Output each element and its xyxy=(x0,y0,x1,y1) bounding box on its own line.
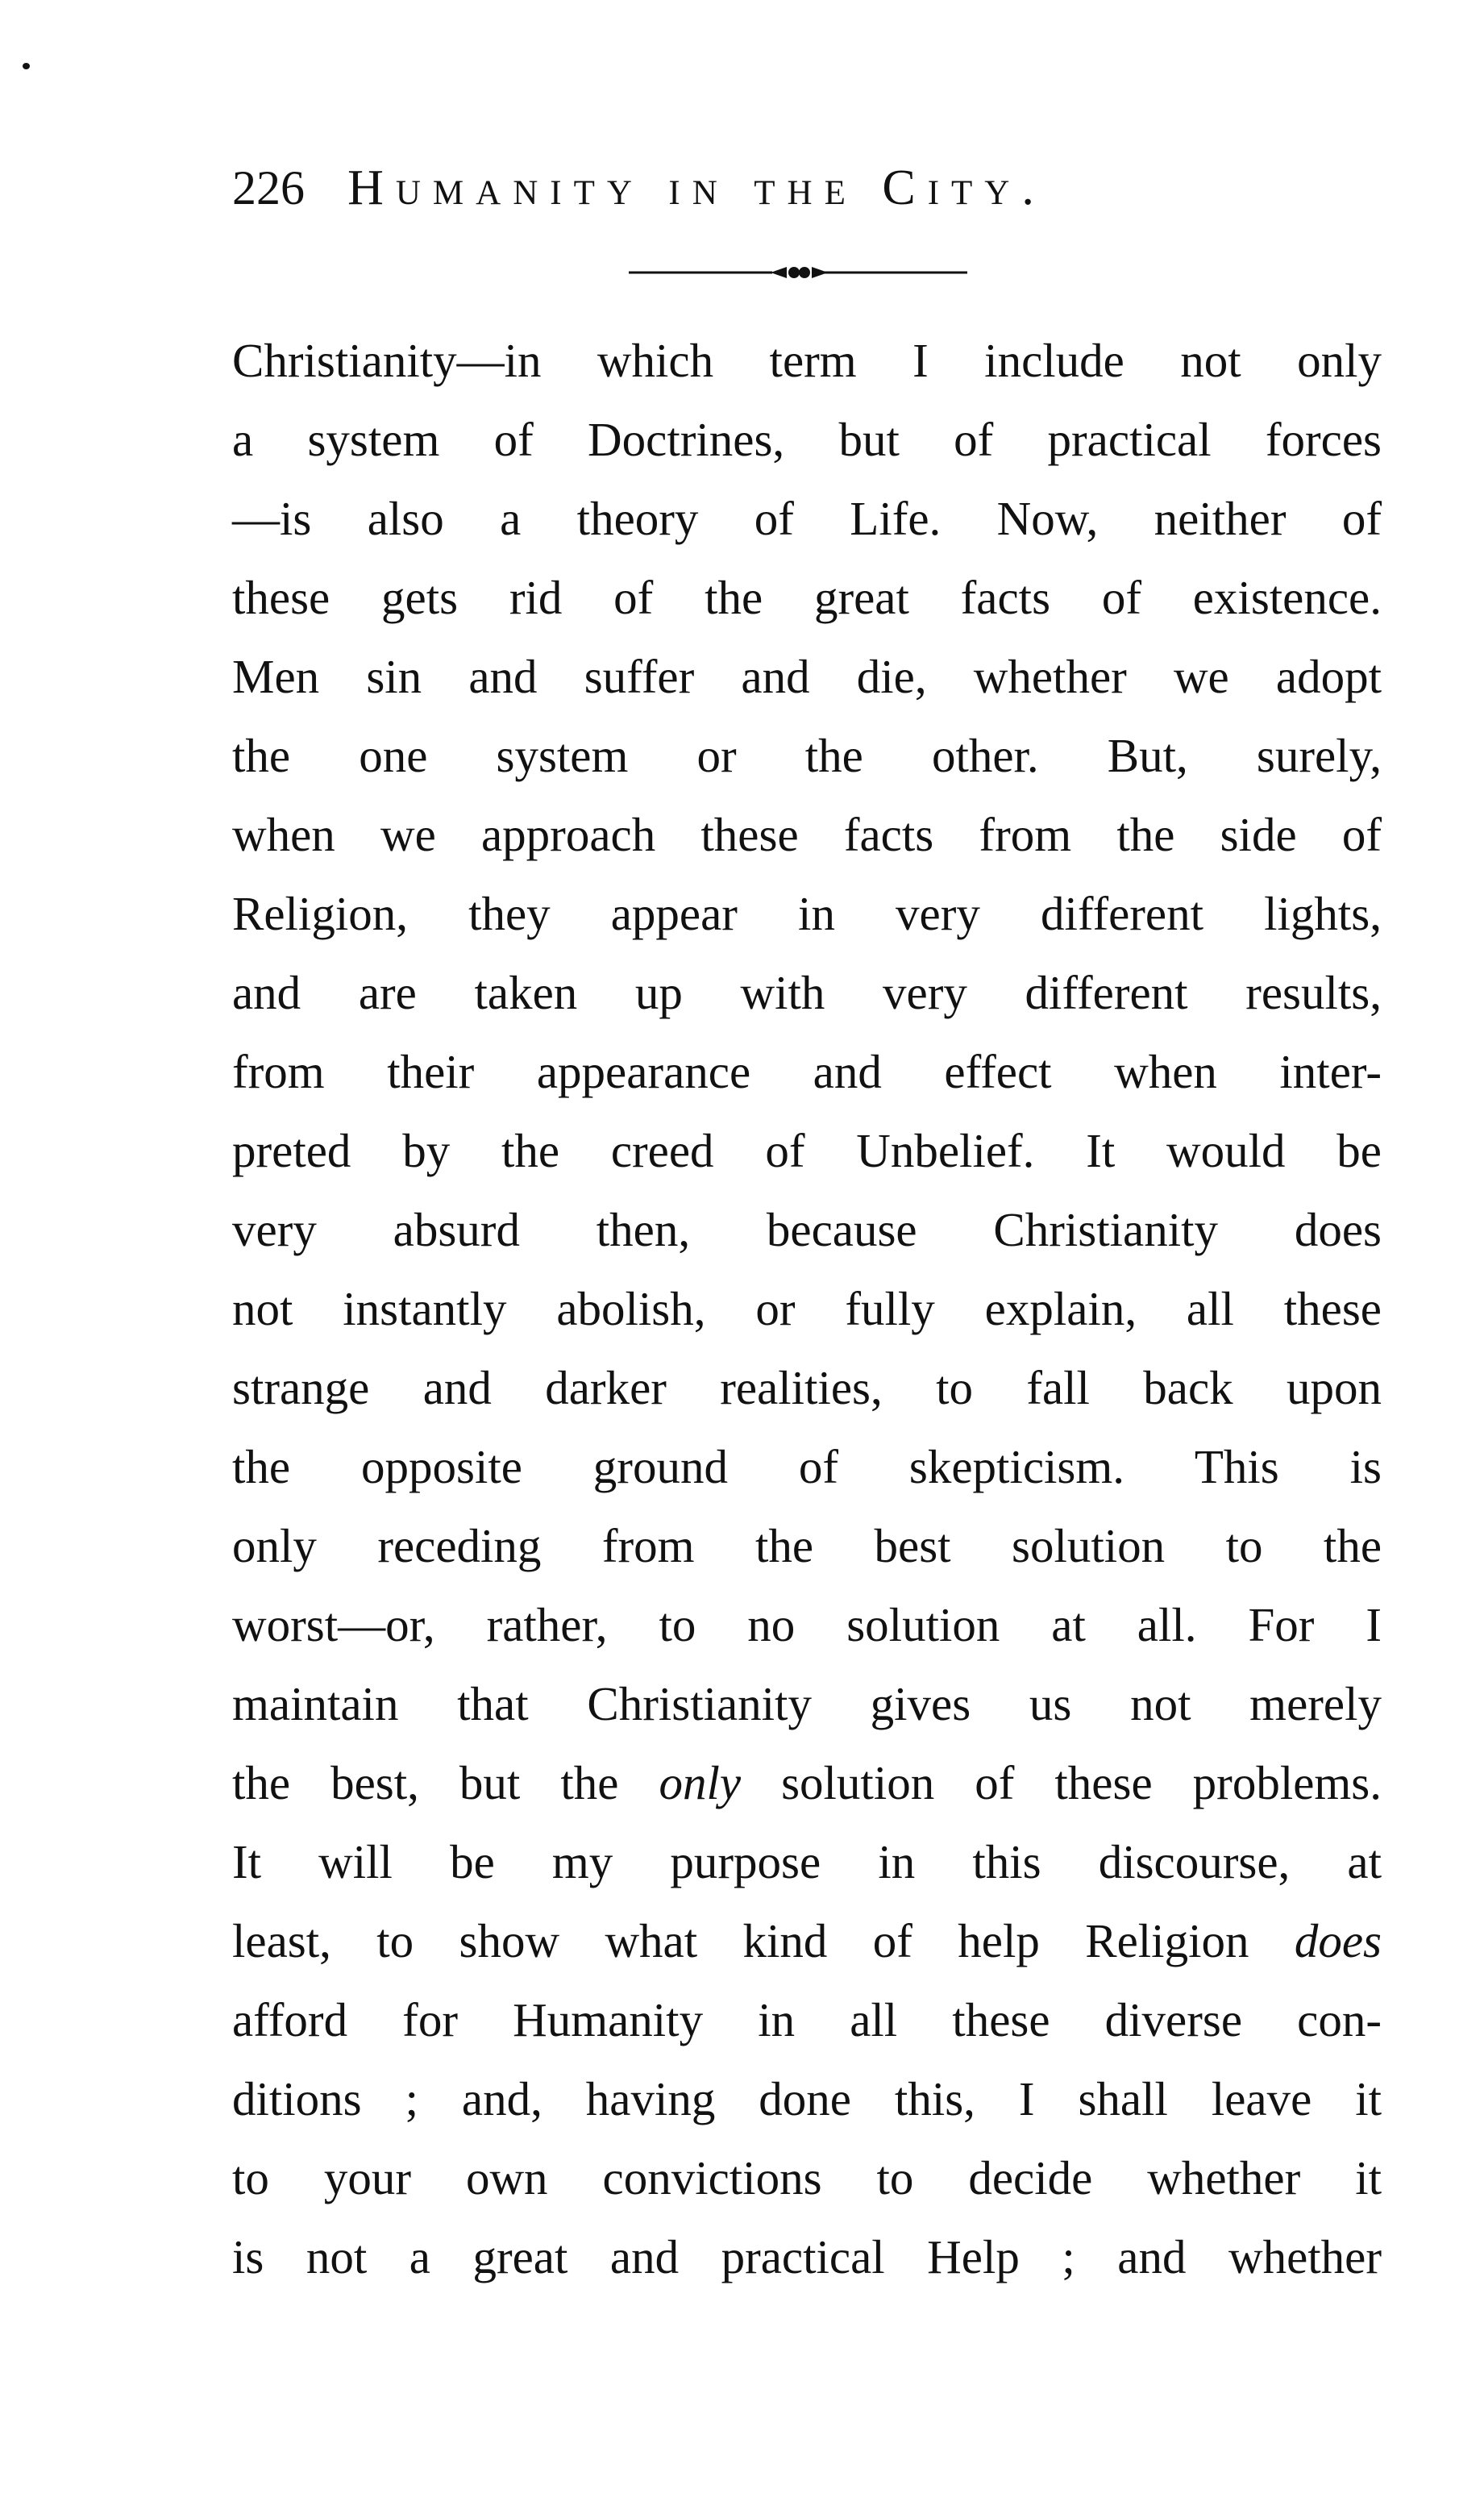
emphasis-does: does xyxy=(1294,1914,1382,1967)
text-line-4: these gets rid of the great facts of existence. xyxy=(232,571,1382,624)
text-line-22: afford for Humanity in all these diverse con- xyxy=(232,1993,1382,2046)
text-line-9: and are taken up with very different results, xyxy=(232,966,1382,1019)
text-line-20: It will be my purpose in this discourse, at xyxy=(232,1835,1382,1888)
emphasis-only: only xyxy=(659,1756,742,1809)
text-line-19-end: solution of these problems. xyxy=(741,1756,1382,1809)
text-line-21 xyxy=(232,1901,1382,1980)
page-header xyxy=(232,160,1280,232)
ornament-divider-icon xyxy=(629,264,967,281)
text-line-19-start: the best, but the xyxy=(232,1756,659,1809)
text-line-16: only receding from the best solution to the xyxy=(232,1519,1382,1572)
text-line-1: Christianity—in which term I include not only xyxy=(232,334,1382,387)
text-line-12: very absurd then, because Christianity does xyxy=(232,1203,1382,1256)
text-line-10: from their appearance and effect when inter- xyxy=(232,1045,1382,1098)
text-line-23: ditions ; and, having done this, I shall leave it xyxy=(232,2072,1382,2125)
text-line-3: —is also a theory of Life. Now, neither of xyxy=(232,492,1382,545)
text-line-13: not instantly abolish, or fully explain, all these xyxy=(232,1282,1382,1335)
text-line-11: preted by the creed of Unbelief. It would be xyxy=(232,1124,1382,1177)
text-line-7: when we approach these facts from the side of xyxy=(232,808,1382,861)
text-line-18: maintain that Christianity gives us not merely xyxy=(232,1677,1382,1730)
text-line-5: Men sin and suffer and die, whether we adopt xyxy=(232,650,1382,703)
text-line-24: to your own convictions to decide whether it xyxy=(232,2151,1382,2204)
text-line-8: Religion, they appear in very different lights, xyxy=(232,887,1382,940)
text-line-15: the opposite ground of skepticism. This is xyxy=(232,1440,1382,1493)
body-text xyxy=(232,321,1382,2296)
text-line-14: strange and darker realities, to fall back upon xyxy=(232,1361,1382,1414)
text-line-25: is not a great and practical Help ; and whether xyxy=(232,2230,1382,2283)
text-line-19 xyxy=(232,1743,1382,1822)
ink-speck xyxy=(23,63,30,69)
text-line-2: a system of Doctrines, but of practical forces xyxy=(232,413,1382,466)
text-line-21-start: least, to show what kind of help Religion xyxy=(232,1914,1295,1967)
page-number: 226 xyxy=(232,161,305,214)
running-title: Humanity in the City. xyxy=(347,160,1046,215)
text-line-17: worst—or, rather, to no solution at all. For I xyxy=(232,1598,1382,1651)
text-line-6: the one system or the other. But, surely, xyxy=(232,729,1382,782)
